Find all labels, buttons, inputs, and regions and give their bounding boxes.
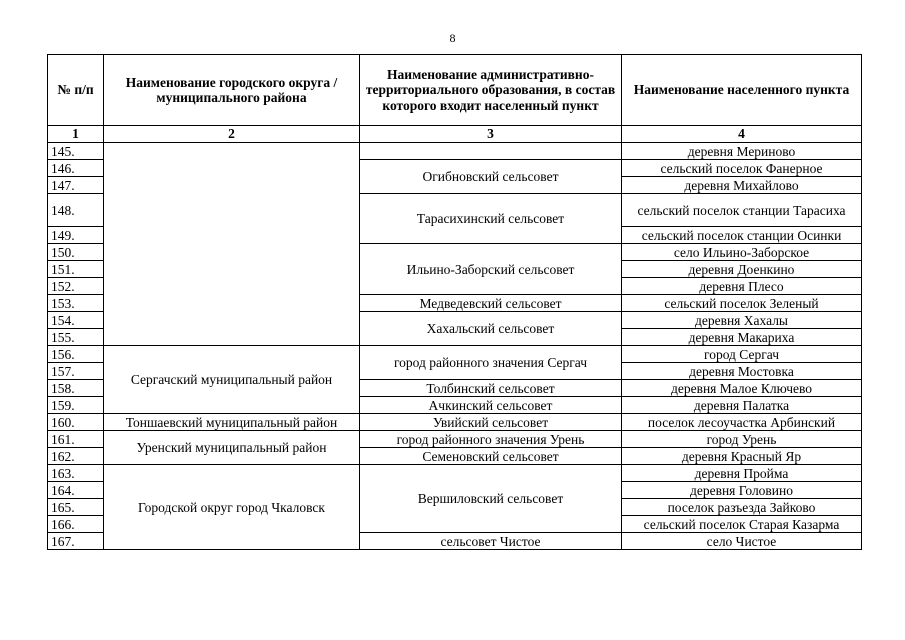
row-number: 150. [48,244,104,261]
row-number: 147. [48,177,104,194]
admin-unit-cell: город районного значения Урень [360,431,622,448]
settlement-cell: город Урень [622,431,862,448]
admin-unit-cell: Вершиловский сельсовет [360,465,622,533]
admin-unit-cell: сельсовет Чистое [360,533,622,550]
settlement-cell: деревня Доенкино [622,261,862,278]
settlement-cell: сельский поселок Старая Казарма [622,516,862,533]
settlements-table [47,54,862,550]
column-number: 1 [48,126,104,143]
row-number: 157. [48,363,104,380]
admin-unit-cell: Толбинский сельсовет [360,380,622,397]
settlement-cell: сельский поселок станции Осинки [622,227,862,244]
district-cell: Тоншаевский муниципальный район [104,414,360,431]
header-settlement: Наименование населенного пункта [622,55,862,126]
table-header-row [48,55,862,126]
column-number: 2 [104,126,360,143]
row-number: 148. [48,194,104,227]
table-row [48,346,862,363]
row-number: 145. [48,143,104,160]
district-cell [104,143,360,346]
row-number: 160. [48,414,104,431]
settlement-cell: деревня Плесо [622,278,862,295]
settlement-cell: деревня Макариха [622,329,862,346]
row-number: 155. [48,329,104,346]
settlement-cell: деревня Пройма [622,465,862,482]
row-number: 162. [48,448,104,465]
column-number: 3 [360,126,622,143]
page-number: 8 [449,31,456,45]
table-row [48,465,862,482]
row-number: 151. [48,261,104,278]
table-row [48,414,862,431]
admin-unit-cell: Увийский сельсовет [360,414,622,431]
settlement-cell: деревня Палатка [622,397,862,414]
settlement-cell: деревня Головино [622,482,862,499]
row-number: 166. [48,516,104,533]
settlement-cell: поселок разъезда Зайково [622,499,862,516]
row-number: 146. [48,160,104,177]
column-number: 4 [622,126,862,143]
row-number: 163. [48,465,104,482]
settlement-cell: город Сергач [622,346,862,363]
table-row [48,431,862,448]
settlement-cell: деревня Мостовка [622,363,862,380]
settlement-cell: деревня Михайлово [622,177,862,194]
column-number-row [48,126,862,143]
settlement-cell: село Чистое [622,533,862,550]
admin-unit-cell: Медведевский сельсовет [360,295,622,312]
settlement-cell: деревня Малое Ключево [622,380,862,397]
district-cell: Уренский муниципальный район [104,431,360,465]
header-admin-unit: Наименование административно-территориального образования, в состав которого входит населенный пункт [360,55,622,126]
admin-unit-cell: Семеновский сельсовет [360,448,622,465]
settlement-cell: сельский поселок станции Тарасиха [622,194,862,227]
row-number: 165. [48,499,104,516]
row-number: 154. [48,312,104,329]
row-number: 161. [48,431,104,448]
settlement-cell: село Ильино-Заборское [622,244,862,261]
row-number: 159. [48,397,104,414]
header-district: Наименование городского округа / муниципального района [104,55,360,126]
settlement-cell: деревня Мериново [622,143,862,160]
settlement-cell: деревня Хахалы [622,312,862,329]
row-number: 156. [48,346,104,363]
admin-unit-cell [360,143,622,160]
admin-unit-cell: Хахальский сельсовет [360,312,622,346]
row-number: 149. [48,227,104,244]
row-number: 153. [48,295,104,312]
district-cell: Городской округ город Чкаловск [104,465,360,550]
row-number: 152. [48,278,104,295]
admin-unit-cell: Огибновский сельсовет [360,160,622,194]
row-number: 158. [48,380,104,397]
header-number: № п/п [48,55,104,126]
settlement-cell: деревня Красный Яр [622,448,862,465]
settlement-cell: поселок лесоучастка Арбинский [622,414,862,431]
admin-unit-cell: Ильино-Заборский сельсовет [360,244,622,295]
admin-unit-cell: Тарасихинский сельсовет [360,194,622,244]
row-number: 164. [48,482,104,499]
district-cell: Сергачский муниципальный район [104,346,360,414]
admin-unit-cell: Ачкинский сельсовет [360,397,622,414]
admin-unit-cell: город районного значения Сергач [360,346,622,380]
row-number: 167. [48,533,104,550]
table-row [48,143,862,160]
settlement-cell: сельский поселок Фанерное [622,160,862,177]
settlement-cell: сельский поселок Зеленый [622,295,862,312]
